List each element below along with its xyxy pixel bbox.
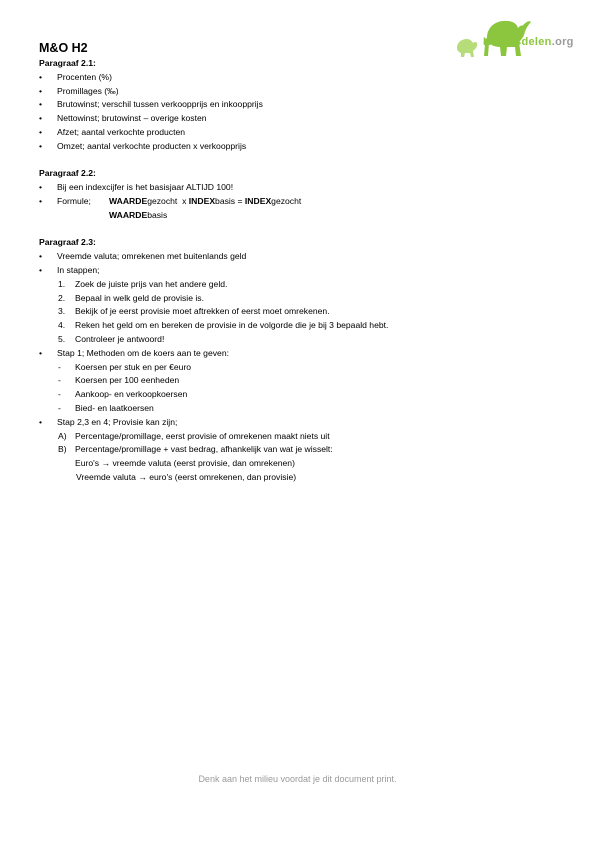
sub-line: Vreemde valuta → euro's (eerst omrekenen, dan provisie) bbox=[76, 471, 297, 482]
bullet-icon: • bbox=[39, 195, 43, 206]
bullet-icon: • bbox=[39, 71, 43, 82]
formula-numerator: WAARDEgezocht x INDEXbasis = INDEXgezocht bbox=[109, 195, 302, 206]
step-item: 4. Reken het geld om en bereken de provisie in de volgorde die je bij 3 bepaald hebt. bbox=[58, 320, 389, 331]
list-item: • Stap 2,3 en 4; Provisie kan zijn; bbox=[39, 416, 559, 430]
page-title: M&O H2 bbox=[39, 41, 88, 55]
method-item: - Koersen per stuk en per €euro bbox=[58, 361, 192, 372]
list-item: • Stap 1; Methoden om de koers aan te geven: bbox=[39, 347, 559, 361]
step-item: 1. Zoek de juiste prijs van het andere geld. bbox=[58, 278, 228, 289]
option-item: B) Percentage/promillage + vast bedrag, afhankelijk van wat je wisselt: bbox=[58, 444, 333, 455]
section-heading-2-2: Paragraaf 2.2: bbox=[39, 168, 96, 179]
bullet-icon: • bbox=[39, 416, 43, 427]
list-item: • Brutowinst; verschil tussen verkoopprijs en inkoopprijs bbox=[39, 98, 559, 112]
formula-line bbox=[39, 195, 559, 209]
section-heading-2-3: Paragraaf 2.3: bbox=[39, 237, 96, 248]
formula-denominator: WAARDEbasis bbox=[109, 209, 168, 220]
list-item: • Procenten (%) bbox=[39, 71, 559, 85]
step-item: 5. Controleer je antwoord! bbox=[58, 333, 165, 344]
step-item: 2. Bepaal in welk geld de provisie is. bbox=[58, 292, 204, 303]
list-item: • Vreemde valuta; omrekenen met buitenlands geld bbox=[39, 250, 559, 264]
list-item: • Afzet; aantal verkochte producten bbox=[39, 126, 559, 140]
method-item: - Bied- en laatkoersen bbox=[58, 402, 154, 413]
bullet-icon: • bbox=[39, 264, 43, 275]
bullet-icon: • bbox=[39, 126, 43, 137]
document-body bbox=[39, 40, 559, 485]
bullet-icon: • bbox=[39, 113, 43, 124]
step-item: 3. Bekijk of je eerst provisie moet aftrekken of eerst moet omrekenen. bbox=[58, 306, 330, 317]
option-item: A) Percentage/promillage, eerst provisie of omrekenen maakt niets uit bbox=[58, 430, 330, 441]
list-item: • Omzet; aantal verkochte producten x verkoopprijs bbox=[39, 140, 559, 154]
logo-tld: .org bbox=[551, 36, 574, 48]
method-item: - Aankoop- en verkoopkoersen bbox=[58, 389, 188, 400]
bullet-icon: • bbox=[39, 99, 43, 110]
sub-line: Euro's → vreemde valuta (eerst provisie, dan omrekenen) bbox=[75, 458, 295, 469]
bullet-icon: • bbox=[39, 251, 43, 262]
formula-label: Formule; bbox=[57, 195, 91, 206]
section-heading-2-1: Paragraaf 2.1: bbox=[39, 58, 96, 68]
bullet-icon: • bbox=[39, 347, 43, 358]
logo-name: Kennisdelen bbox=[483, 36, 552, 48]
list-item: • In stappen; bbox=[39, 264, 559, 278]
bullet-icon: • bbox=[39, 182, 43, 193]
list-item: • Bij een indexcijfer is het basisjaar ALTIJD 100! bbox=[39, 181, 559, 195]
bullet-icon: • bbox=[39, 85, 43, 96]
list-item: • Nettowinst; brutowinst – overige kosten bbox=[39, 112, 559, 126]
list-item: • Promillages (‰) bbox=[39, 85, 559, 99]
method-item: - Koersen per 100 eenheden bbox=[58, 375, 180, 386]
bullet-icon: • bbox=[39, 140, 43, 151]
footer-note: Denk aan het milieu voordat je dit document print. bbox=[198, 774, 397, 784]
